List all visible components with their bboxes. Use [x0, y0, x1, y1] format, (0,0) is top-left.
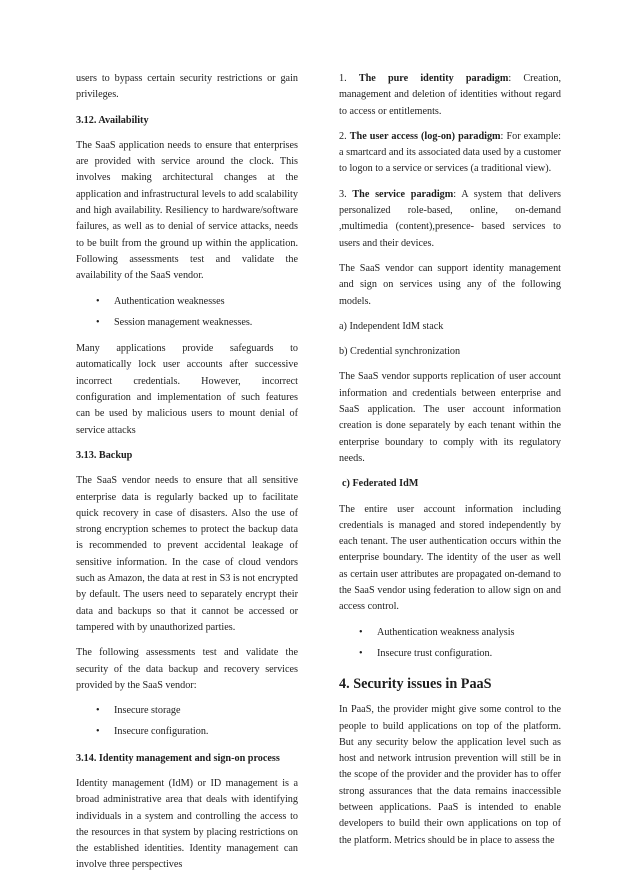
list-item	[96, 703, 298, 719]
model-independent-idm: a) Independent IdM stack	[339, 320, 444, 332]
bullet-icon: •	[359, 626, 363, 638]
left-column	[76, 71, 298, 883]
term-service-paradigm: The service paradigm	[352, 188, 454, 200]
heading-backup: 3.13. Backup	[76, 449, 133, 461]
model-credential-sync: b) Credential synchronization	[339, 346, 461, 358]
bullet-list-authentication	[76, 294, 298, 332]
list-item	[96, 724, 298, 740]
term-user-access: The user access (log-on) paradigm	[349, 130, 501, 142]
paragraph-service-paradigm	[339, 187, 561, 252]
paragraph-replication: The SaaS vendor supports replication of user account information and credentials between enterprise and SaaS application. The user account information creation is done separately by each tenant within the enterprise boundary to comply with its regulatory needs.	[339, 371, 561, 464]
list-item-text: Session management weaknesses.	[114, 316, 253, 328]
paragraph-backup: The SaaS vendor needs to ensure that all sensitive enterprise data is regularly backed up to facilitate quick recovery in case of disasters. Also the use of strong encryption schemes to protect the backup data is recommended to prevent accidental leakage of sensitive information. In the case of cloud vendors such as Amazon, the data at rest in S3 is not encrypted by default. The users need to separately encrypt their data and backups so that it cannot be accessed or tampered with by unauthorized parties.	[76, 475, 298, 633]
definition-text: : Creation, management and deletion of identities without regard to access or entitlements.	[339, 73, 561, 117]
heading-identity-management: 3.14. Identity management and sign-on process	[76, 752, 280, 764]
heading-availability: 3.12. Availability	[76, 114, 149, 126]
bullet-icon: •	[96, 705, 100, 717]
paragraph-models: The SaaS vendor can support identity management and sign on services using any of the following models.	[339, 262, 561, 307]
paragraph-assessments: The following assessments test and validate the security of the data backup and recovery services provided by the SaaS vendor:	[76, 647, 298, 691]
definition-text: : For example: a smartcard and its associated data used by a customer to logon to a service or services (a traditional view).	[339, 130, 562, 175]
term-pure-identity: The pure identity paradigm	[358, 73, 509, 84]
bullet-icon: •	[359, 647, 363, 659]
list-item	[359, 646, 561, 662]
right-column	[339, 71, 561, 858]
list-item-text: Authentication weaknesses	[114, 295, 225, 307]
list-item-text: Insecure configuration.	[114, 726, 209, 738]
item-number: 1.	[339, 73, 347, 84]
list-item-text: Insecure storage	[114, 705, 181, 717]
paragraph-availability: The SaaS application needs to ensure that enterprises are provided with service around the clock. This involves making architectural changes at the application and infrastructural levels to add scalability and high availability. Resiliency to hardware/software failures, as well as to denial of service attacks, needs to be built from the ground up within the application. Following assessments test and validate the availability of the SaaS vendor.	[76, 139, 298, 282]
bullet-icon: •	[96, 316, 100, 328]
bullet-list-storage	[76, 703, 298, 741]
list-item	[96, 315, 298, 331]
bullet-icon: •	[96, 295, 100, 307]
list-item-text: Insecure trust configuration.	[377, 647, 493, 659]
paragraph-user-access	[339, 129, 561, 178]
bullet-list-trust	[339, 625, 561, 663]
bullet-icon: •	[96, 726, 100, 738]
item-number: 3.	[339, 188, 347, 200]
heading-paas-security: 4. Security issues in PaaS	[339, 676, 492, 693]
item-number: 2.	[339, 130, 347, 142]
list-item	[359, 625, 561, 641]
list-item-text: Authentication weakness analysis	[377, 626, 515, 638]
paragraph-safeguards: Many applications provide safeguards to automatically lock user accounts after successive incorrect credentials. However, incorrect configuration and implementation of such features can be used by malicious users to mount denial of service attacks	[76, 343, 298, 436]
paragraph-intro: users to bypass certain security restrictions or gain privileges.	[76, 73, 298, 101]
paragraph-identity-management: Identity management (IdM) or ID management is a broad administrative area that deals with identifying individuals in a system and controlling the access to the resources in that system by placing restrictions on the established identities. Identity management can involve three perspectives	[76, 777, 298, 871]
list-item	[96, 294, 298, 310]
definition-text: : A system that delivers personalized role-based, online, on-demand ,multimedia (content),presence- based services to users and their devices.	[339, 188, 562, 249]
paragraph-pure-identity	[339, 71, 561, 120]
heading-federated-idm: c) Federated IdM	[342, 478, 419, 490]
paragraph-paas: In PaaS, the provider might give some control to the people to build applications on top of the platform. But any security below the application level such as host and network intrusion prevention will still be in the scope of the provider and the provider has to offer strong assurances that the data remains inaccessible between applications. PaaS is intended to enable developers to build their own applications on top of the platform. Metrics should be in place to assess the	[339, 704, 561, 846]
paragraph-federated: The entire user account information including credentials is managed and stored independently by each tenant. The user authentication occurs within the enterprise boundary. The identity of the user as well as certain user attributes are propagated on-demand to the SaaS vendor using federation to allow sign on and access control.	[339, 503, 561, 613]
